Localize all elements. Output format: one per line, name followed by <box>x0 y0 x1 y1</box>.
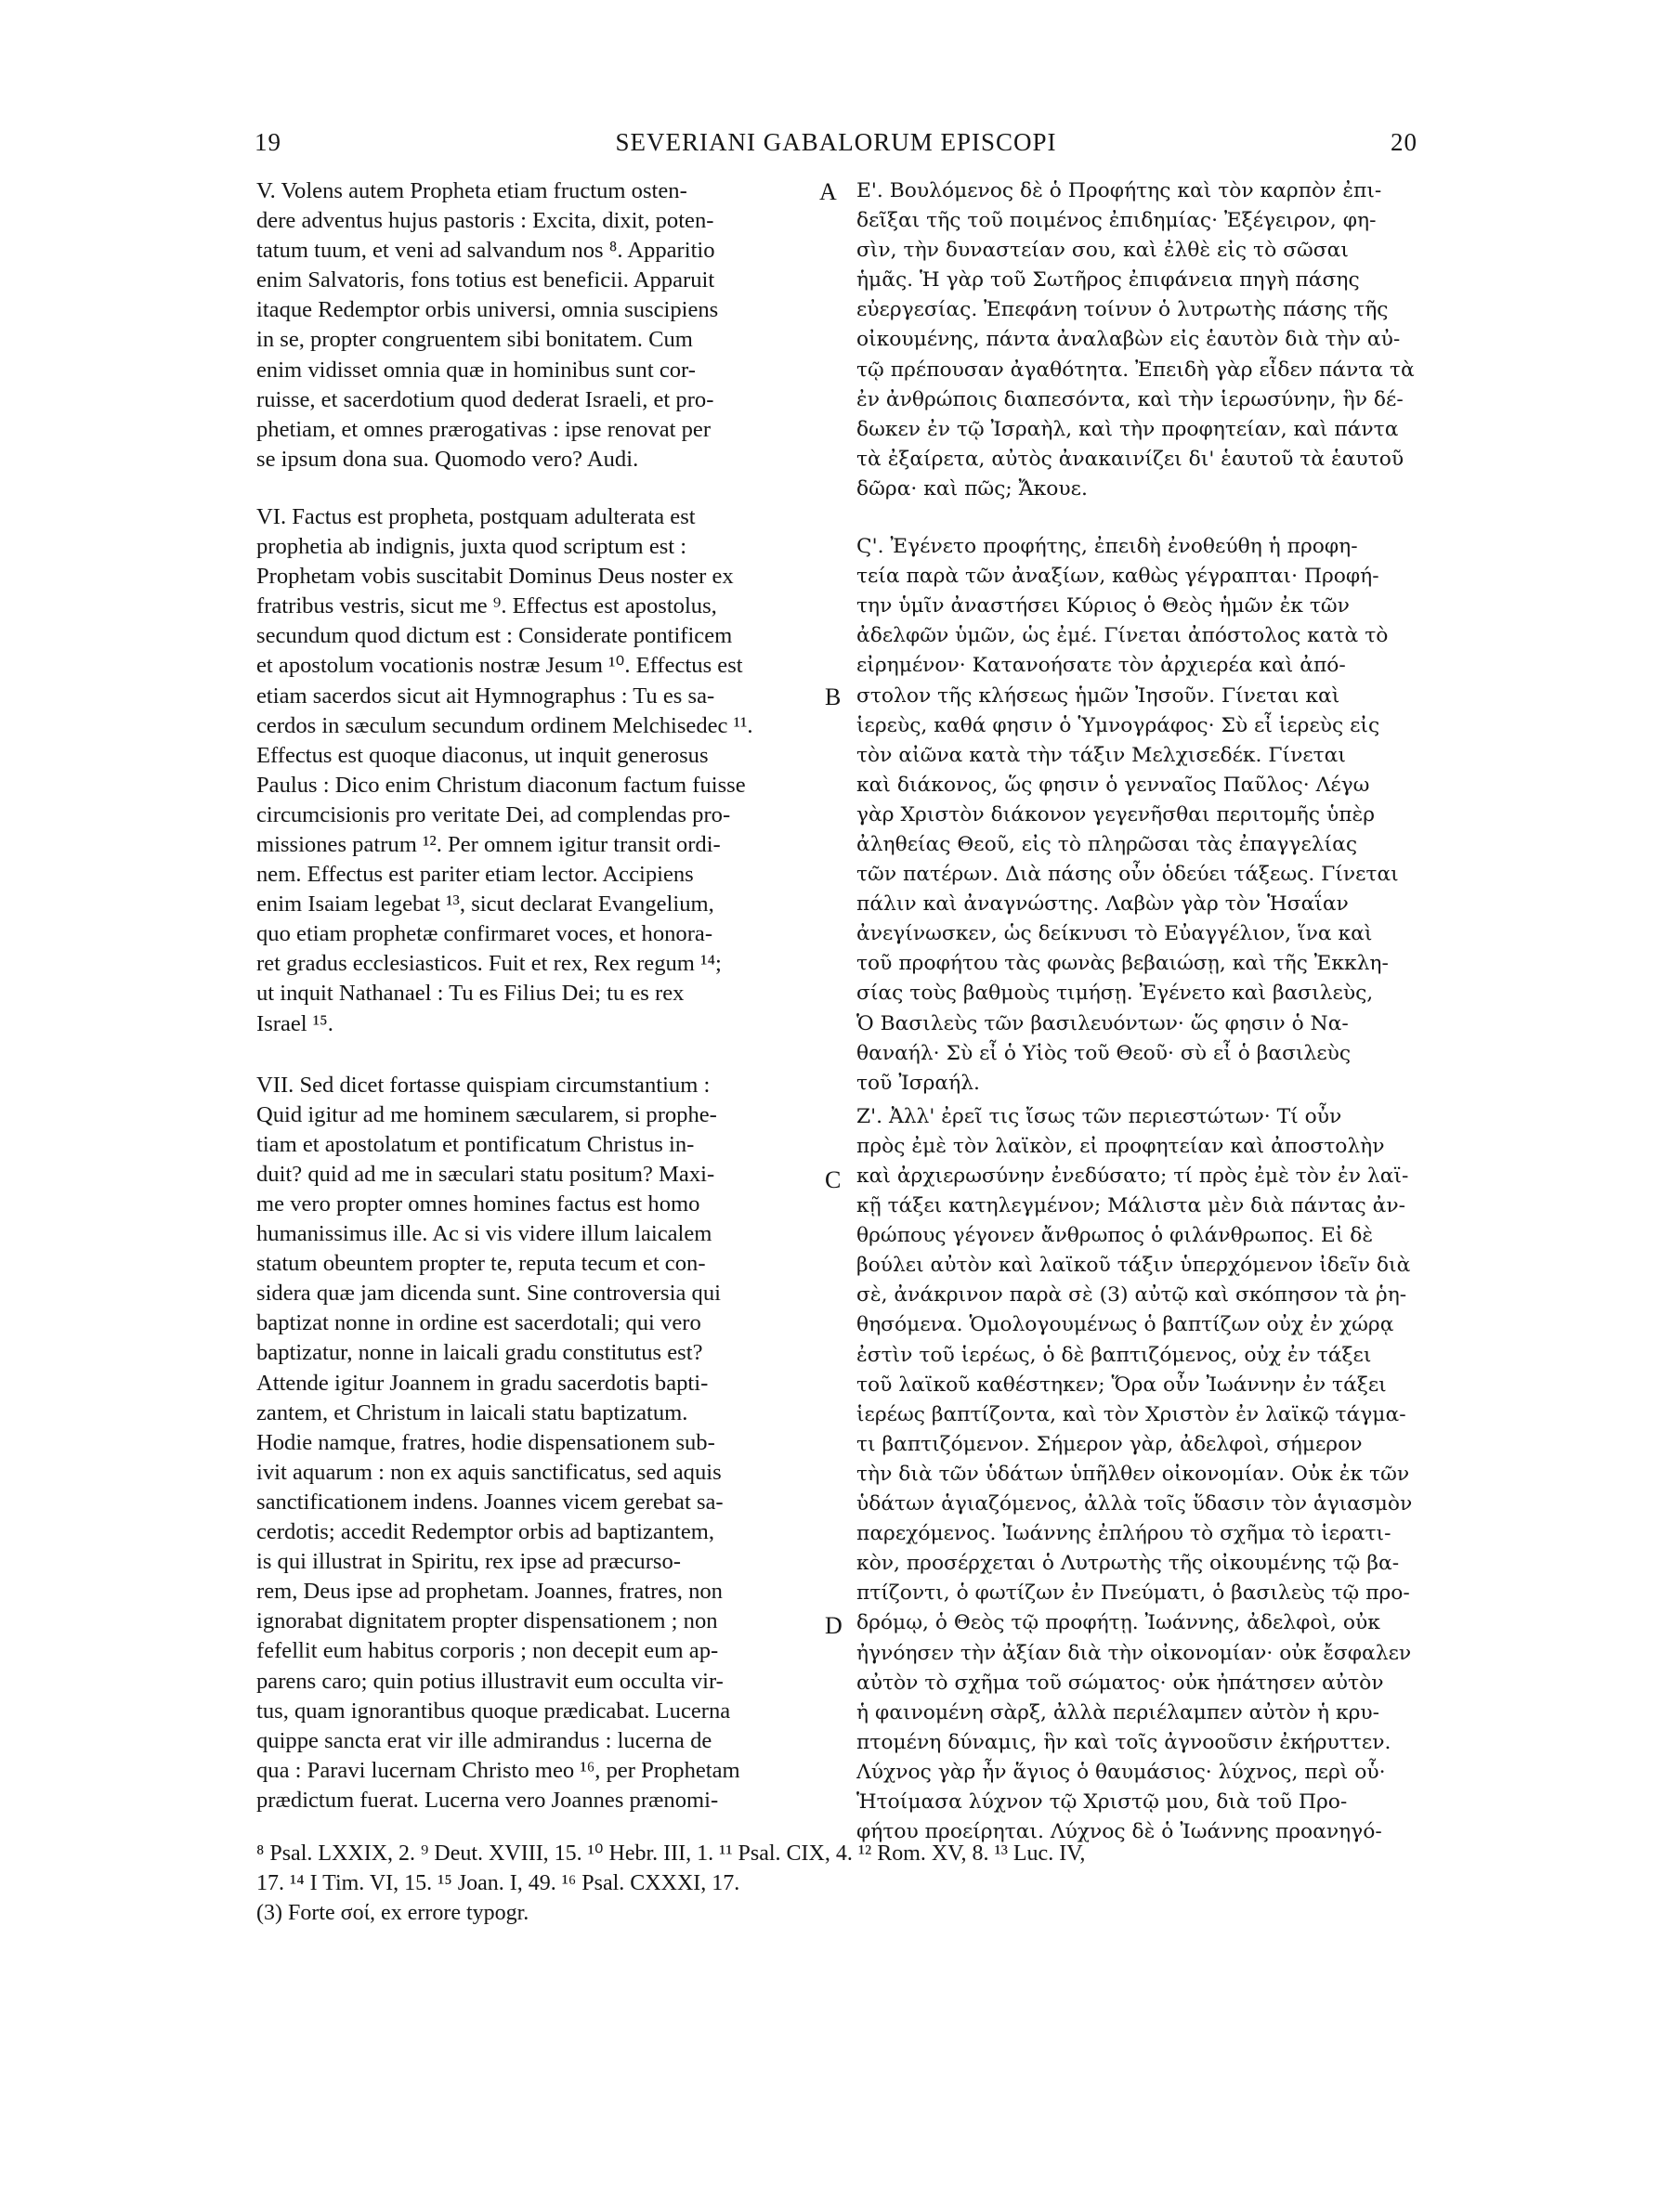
text-line: τῷ πρέπουσαν ἀγαθότητα. Ἐπειδὴ γὰρ εἶδεν πάντα τὰ <box>856 358 1415 382</box>
text-line: πρὸς ἐμὲ τὸν λαϊκὸν, εἰ προφητείαν καὶ ἀποστολὴν <box>856 1134 1385 1158</box>
text-line: κὸν, προσέρχεται ὁ Λυτρωτὴς τῆς οἰκουμένης τῷ βα- <box>856 1552 1400 1576</box>
text-line: πάλιν καὶ ἀναγνώστης. Λαβὼν γὰρ τὸν Ἡσαΐαν <box>856 892 1349 917</box>
text-line: phetiam, et omnes prærogativas : ipse renovat per <box>256 416 712 442</box>
text-line: δῶρα· καὶ πῶς; Ἄκουε. <box>856 476 1088 501</box>
text-line: Ε'. Βουλόμενος δὲ ὁ Προφήτης καὶ τὸν καρπὸν ἐπι- <box>856 179 1382 202</box>
paragraph <box>256 502 812 1039</box>
text-line: πτομένη δύναμις, ἣν καὶ τοῖς ἀγνοοῦσιν ἐκήρυττεν. <box>856 1730 1391 1754</box>
margin-marker-d: D <box>825 1612 843 1639</box>
text-line: parens caro; quin potius illustravit eum occulta vir- <box>256 1668 724 1694</box>
text-line: Hodie namque, fratres, hodie dispensationem sub- <box>256 1429 715 1455</box>
margin-marker-a: A <box>819 178 837 205</box>
text-line: me vero propter omnes homines factus est homo <box>256 1191 700 1217</box>
text-line: ἠγνόησεν τὴν ἀξίαν διὰ τὴν οἰκονομίαν· οὐκ ἔσφαλεν <box>856 1641 1412 1665</box>
text-line: fratribus vestris, sicut me ⁹. Effectus est apostolus, <box>256 593 717 619</box>
footnote-line: 17. ¹⁴ I Tim. VI, 15. ¹⁵ Joan. I, 49. ¹⁶ Psal. CXXXI, 17. <box>256 1871 740 1895</box>
text-line: Prophetam vobis suscitabit Dominus Deus noster ex <box>256 564 734 590</box>
text-line: prædictum fuerat. Lucerna vero Joannes prænomi- <box>256 1787 719 1813</box>
text-line: θαναήλ· Σὺ εἶ ὁ Υἱὸς τοῦ Θεοῦ· σὺ εἶ ὁ βασιλεὺς <box>856 1041 1352 1065</box>
text-line: enim Salvatoris, fons totius est beneficii. Apparuit <box>256 267 715 293</box>
text-line: tatum tuum, et veni ad salvandum nos ⁸. Apparitio <box>256 238 715 264</box>
text-line: κῇ τάξει κατηλεγμένον; Μάλιστα μὲν διὰ πάντας ἀν- <box>856 1194 1405 1218</box>
text-line: ὑδάτων ἁγιαζόμενος, ἀλλὰ τοῖς ὕδασιν τὸν ἁγιασμὸν <box>856 1492 1413 1516</box>
text-line: missiones patrum ¹². Per omnem igitur transit ordi- <box>256 831 721 857</box>
text-line: εἰρημένον· Κατανοήσατε τὸν ἀρχιερέα καὶ ἀπό- <box>856 654 1346 678</box>
text-line: Israel ¹⁵. <box>256 1010 333 1036</box>
text-line: ἀδελφῶν ὑμῶν, ὡς ἐμέ. Γίνεται ἀπόστολος κατὰ τὸ <box>856 624 1389 648</box>
text-line: Ἡτοίμασα λύχνον τῷ Χριστῷ μου, διὰ τοῦ Προ- <box>856 1789 1348 1814</box>
running-head: SEVERIANI GABALORUM EPISCOPI <box>615 128 1057 156</box>
text-line: οἰκουμένης, πάντα ἀναλαβὼν εἰς ἑαυτὸν διὰ τὴν αὐ- <box>856 328 1401 352</box>
text-line: αὐτὸν τὸ σχῆμα τοῦ σώματος· οὐκ ἠπάτησεν αὐτὸν <box>856 1671 1384 1695</box>
text-line: ἐν ἀνθρώποις διαπεσόντα, καὶ τὴν ἱερωσύνην, ἣν δέ- <box>856 387 1404 411</box>
text-line: is qui illustrat in Spiritu, rex ipse ad præcurso- <box>256 1549 681 1575</box>
text-line: δεῖξαι τῆς τοῦ ποιμένος ἐπιδημίας· Ἐξέγειρον, φη- <box>856 209 1377 233</box>
text-line: Quid igitur ad me hominem sæcularem, si prophe- <box>256 1101 717 1127</box>
text-line: prophetia ab indignis, juxta quod scriptum est : <box>256 534 687 560</box>
text-line: την ὑμῖν ἀναστήσει Κύριος ὁ Θεὸς ἡμῶν ἐκ τῶν <box>856 594 1350 618</box>
text-line: dere adventus hujus pastoris : Excita, dixit, poten- <box>256 208 714 234</box>
text-line: tiam et apostolatum et pontificatum Christus in- <box>256 1131 695 1157</box>
text-line: παρεχόμενος. Ἰωάννης ἐπλήρου τὸ σχῆμα τὸ ἱερατι- <box>856 1522 1391 1546</box>
text-line: humanissimus ille. Ac si vis videre illum laicalem <box>256 1221 712 1247</box>
text-line: et apostolum vocationis nostræ Jesum ¹⁰. Effectus est <box>256 653 743 679</box>
text-line: ἐστὶν τοῦ ἱερέως, ὁ δὲ βαπτιζόμενος, οὐχ ἐν τάξει <box>856 1343 1372 1367</box>
text-line: cerdos in sæculum secundum ordinem Melchisedec ¹¹. <box>256 712 753 738</box>
text-line: Ὁ Βασιλεὺς τῶν βασιλευόντων· ὥς φησιν ὁ Να- <box>856 1011 1349 1035</box>
text-line: nem. Effectus est pariter etiam lector. Accipiens <box>256 862 694 888</box>
margin-marker-b: B <box>825 683 842 710</box>
text-line: tus, quam ignorantibus quoque prædicabat. Lucerna <box>256 1698 731 1724</box>
text-line: τὴν διὰ τῶν ὑδάτων ὑπῆλθεν οἰκονομίαν. Οὐκ ἐκ τῶν <box>856 1462 1410 1486</box>
text-line: baptizatur, nonne in laicali gradu constitutus est? <box>256 1340 703 1366</box>
text-line: Ζ'. Ἀλλ' ἐρεῖ τις ἴσως τῶν περιεστώτων· Τί οὖν <box>856 1104 1342 1128</box>
text-line: φήτου προείρηται. Λύχνος δὲ ὁ Ἰωάννης προανηγό- <box>856 1820 1382 1844</box>
text-line: σὶν, τὴν δυναστείαν σου, καὶ ἐλθὲ εἰς τὸ σῶσαι <box>856 239 1349 263</box>
text-line: Effectus est quoque diaconus, ut inquit generosus <box>256 742 709 768</box>
text-line: Paulus : Dico enim Christum diaconum factum fuisse <box>256 772 746 798</box>
text-line: πτίζοντι, ὁ φωτίζων ἐν Πνεύματι, ὁ βασιλεὺς τῷ προ- <box>856 1581 1410 1606</box>
text-line: θησόμενα. Ὁμολογουμένως ὁ βαπτίζων οὐχ ἐν χώρᾳ <box>856 1313 1394 1337</box>
text-line: ignorabat dignitatem propter dispensationem ; non <box>256 1608 718 1634</box>
text-line: Λύχνος γὰρ ἦν ἅγιος ὁ θαυμάσιος· λύχνος, περὶ οὗ· <box>856 1760 1386 1784</box>
text-line: ἀληθείας Θεοῦ, εἰς τὸ πληρῶσαι τὰς ἐπαγγελίας <box>856 832 1358 856</box>
text-line: ἱερεὺς, καθά φησιν ὁ Ὑμνογράφος· Σὺ εἶ ἱερεὺς εἰς <box>856 713 1380 737</box>
text-line: τὰ ἐξαίρετα, αὐτὸς ἀνακαινίζει δι' ἑαυτοῦ τὰ ἑαυτοῦ <box>856 447 1404 471</box>
text-line: στολον τῆς κλήσεως ἡμῶν Ἰησοῦν. Γίνεται καὶ <box>856 683 1340 708</box>
text-line: σὲ, ἀνάκρινον παρὰ σὲ (3) αὐτῷ καὶ σκόπησον τὰ ῥη- <box>856 1283 1407 1308</box>
text-line: se ipsum dona sua. Quomodo vero? Audi. <box>256 446 639 472</box>
text-line: εὐεργεσίας. Ἐπεφάνη τοίνυν ὁ λυτρωτὴς πάσης τῆς <box>856 298 1389 322</box>
text-line: ruisse, et sacerdotium quod dederat Israeli, et pro- <box>256 386 714 412</box>
text-line: γὰρ Χριστὸν διάκονον γεγενῆσθαι περιτομῆς ὑπὲρ <box>856 802 1376 826</box>
footnote-line: ⁸ Psal. LXXIX, 2. ⁹ Deut. XVIII, 15. ¹⁰ Hebr. III, 1. ¹¹ Psal. CIX, 4. ¹² Rom. XV, 8. ¹³ Luc. IV, <box>256 1841 1086 1866</box>
text-line: σίας τοὺς βαθμοὺς τιμήσῃ. Ἐγένετο καὶ βασιλεὺς, <box>856 982 1374 1006</box>
text-line: τοῦ προφήτου τὰς φωνὰς βεβαιώσῃ, καὶ τῆς Ἐκκλη- <box>856 952 1389 976</box>
text-line: zantem, et Christum in laicali statu baptizatum. <box>256 1399 688 1425</box>
text-line: rem, Deus ipse ad prophetam. Joannes, fratres, non <box>256 1579 723 1605</box>
text-line: duit? quid ad me in sæculari statu positum? Maxi- <box>256 1161 715 1187</box>
page-number-left: 19 <box>255 128 281 156</box>
text-line: καὶ διάκονος, ὥς φησιν ὁ γενναῖος Παῦλος· Λέγω <box>856 773 1370 797</box>
text-line: καὶ ἀρχιερωσύνην ἐνεδύσατο; τί πρὸς ἐμὲ τὸν ἐν λαϊ- <box>856 1165 1409 1188</box>
paragraph <box>856 176 1417 504</box>
text-line: Attende igitur Joannem in gradu sacerdotis bapti- <box>256 1370 709 1396</box>
text-line: enim Isaiam legebat ¹³, sicut declarat Evangelium, <box>256 891 714 917</box>
text-line: τοῦ λαϊκοῦ καθέστηκεν; Ὅρα οὖν Ἰωάννην ἐν τάξει <box>856 1373 1387 1397</box>
paragraph <box>256 1071 812 1815</box>
paragraph <box>856 1102 1417 1847</box>
text-line: ἱερέως βαπτίζοντα, καὶ τὸν Χριστὸν ἐν λαϊκῷ τάγμα- <box>856 1402 1406 1426</box>
text-line: ut inquit Nathanael : Tu es Filius Dei; tu es rex <box>256 981 685 1007</box>
text-line: τὸν αἰῶνα κατὰ τὴν τάξιν Μελχισεδέκ. Γίνεται <box>856 743 1346 767</box>
text-line: θρώπους γέγονεν ἄνθρωπος ὁ φιλάνθρωπος. Εἰ δὲ <box>856 1224 1374 1248</box>
margin-marker-c: C <box>825 1166 842 1193</box>
text-line: cerdotis; accedit Redemptor orbis ad baptizantem, <box>256 1519 715 1545</box>
text-line: ivit aquarum : non ex aquis sanctificatus, sed aquis <box>256 1459 722 1485</box>
text-line: VII. Sed dicet fortasse quispiam circumstantium : <box>256 1072 711 1098</box>
text-line: VI. Factus est propheta, postquam adulterata est <box>256 503 696 529</box>
text-line: ἀνεγίνωσκεν, ὡς δείκνυσι τὸ Εὐαγγέλιον, ἵνα καὶ <box>856 922 1373 946</box>
text-line: qua : Paravi lucernam Christo meo ¹⁶, per Prophetam <box>256 1757 740 1783</box>
text-line: δρόμῳ, ὁ Θεὸς τῷ προφήτῃ. Ἰωάννης, ἀδελφοὶ, οὐκ <box>856 1611 1380 1635</box>
text-line: fefellit eum habitus corporis ; non decepit eum ap- <box>256 1638 719 1664</box>
text-line: quippe sancta erat vir ille admirandus : lucerna de <box>256 1727 712 1753</box>
text-line: ret gradus ecclesiasticos. Fuit et rex, Rex regum ¹⁴; <box>256 951 722 977</box>
footnotes <box>256 1839 1417 1928</box>
text-line: ἡ φαινομένη σὰρξ, ἀλλὰ περιέλαμπεν αὐτὸν ἡ κρυ- <box>856 1700 1379 1724</box>
text-line: circumcisionis pro veritate Dei, ad complendas pro- <box>256 801 731 827</box>
greek-column <box>856 176 1417 1847</box>
paragraph-gap <box>256 1039 812 1071</box>
text-line: ἡμᾶς. Ἡ γὰρ τοῦ Σωτῆρος ἐπιφάνεια πηγὴ πάσης <box>856 268 1360 293</box>
text-line: τοῦ Ἰσραήλ. <box>856 1071 980 1095</box>
text-line: δωκεν ἐν τῷ Ἰσραὴλ, καὶ τὴν προφητείαν, καὶ πάντα <box>856 417 1399 441</box>
text-line: baptizat nonne in ordine est sacerdotali; qui vero <box>256 1310 701 1336</box>
text-line: sanctificationem indens. Joannes vicem gerebat sa- <box>256 1489 724 1515</box>
text-line: quo etiam prophetæ confirmaret voces, et honora- <box>256 921 713 947</box>
paragraph-gap <box>856 504 1417 532</box>
text-line: in se, propter congruentem sibi bonitatem. Cum <box>256 327 693 353</box>
paragraph <box>856 532 1417 1099</box>
text-line: V. Volens autem Propheta etiam fructum osten- <box>256 178 687 203</box>
text-line: τῶν πατέρων. Διὰ πάσης οὖν ὁδεύει τάξεως. Γίνεται <box>856 863 1399 887</box>
footnote-line: (3) Forte σοί, ex errore typogr. <box>256 1901 529 1925</box>
text-line: sidera quæ jam dicenda sunt. Sine controversia qui <box>256 1281 721 1307</box>
text-line: τεία παρὰ τῶν ἀναξίων, καθὼς γέγραπται· Προφή- <box>856 565 1379 589</box>
paragraph <box>256 176 812 475</box>
text-line: τι βαπτιζόμενον. Σήμερον γὰρ, ἀδελφοὶ, σήμερον <box>856 1432 1363 1456</box>
paragraph-gap <box>256 475 812 502</box>
text-line: etiam sacerdos sicut ait Hymnographus : Tu es sa- <box>256 683 715 709</box>
page-number-right: 20 <box>1391 128 1417 156</box>
text-line: βούλει αὐτὸν καὶ λαϊκοῦ τάξιν ὑπερχόμενον ἰδεῖν διὰ <box>856 1254 1411 1278</box>
text-line: secundum quod dictum est : Considerate pontificem <box>256 623 733 649</box>
text-line: Ϛ'. Ἐγένετο προφήτης, ἐπειδὴ ἐνοθεύθη ἡ προφη- <box>856 535 1358 559</box>
page-header <box>255 128 1417 169</box>
latin-column <box>256 176 812 1815</box>
text-line: itaque Redemptor orbis universi, omnia suscipiens <box>256 297 719 323</box>
text-line: enim vidisset omnia quæ in hominibus sunt cor- <box>256 357 696 383</box>
text-line: statum obeuntem propter te, reputa tecum et con- <box>256 1251 706 1277</box>
